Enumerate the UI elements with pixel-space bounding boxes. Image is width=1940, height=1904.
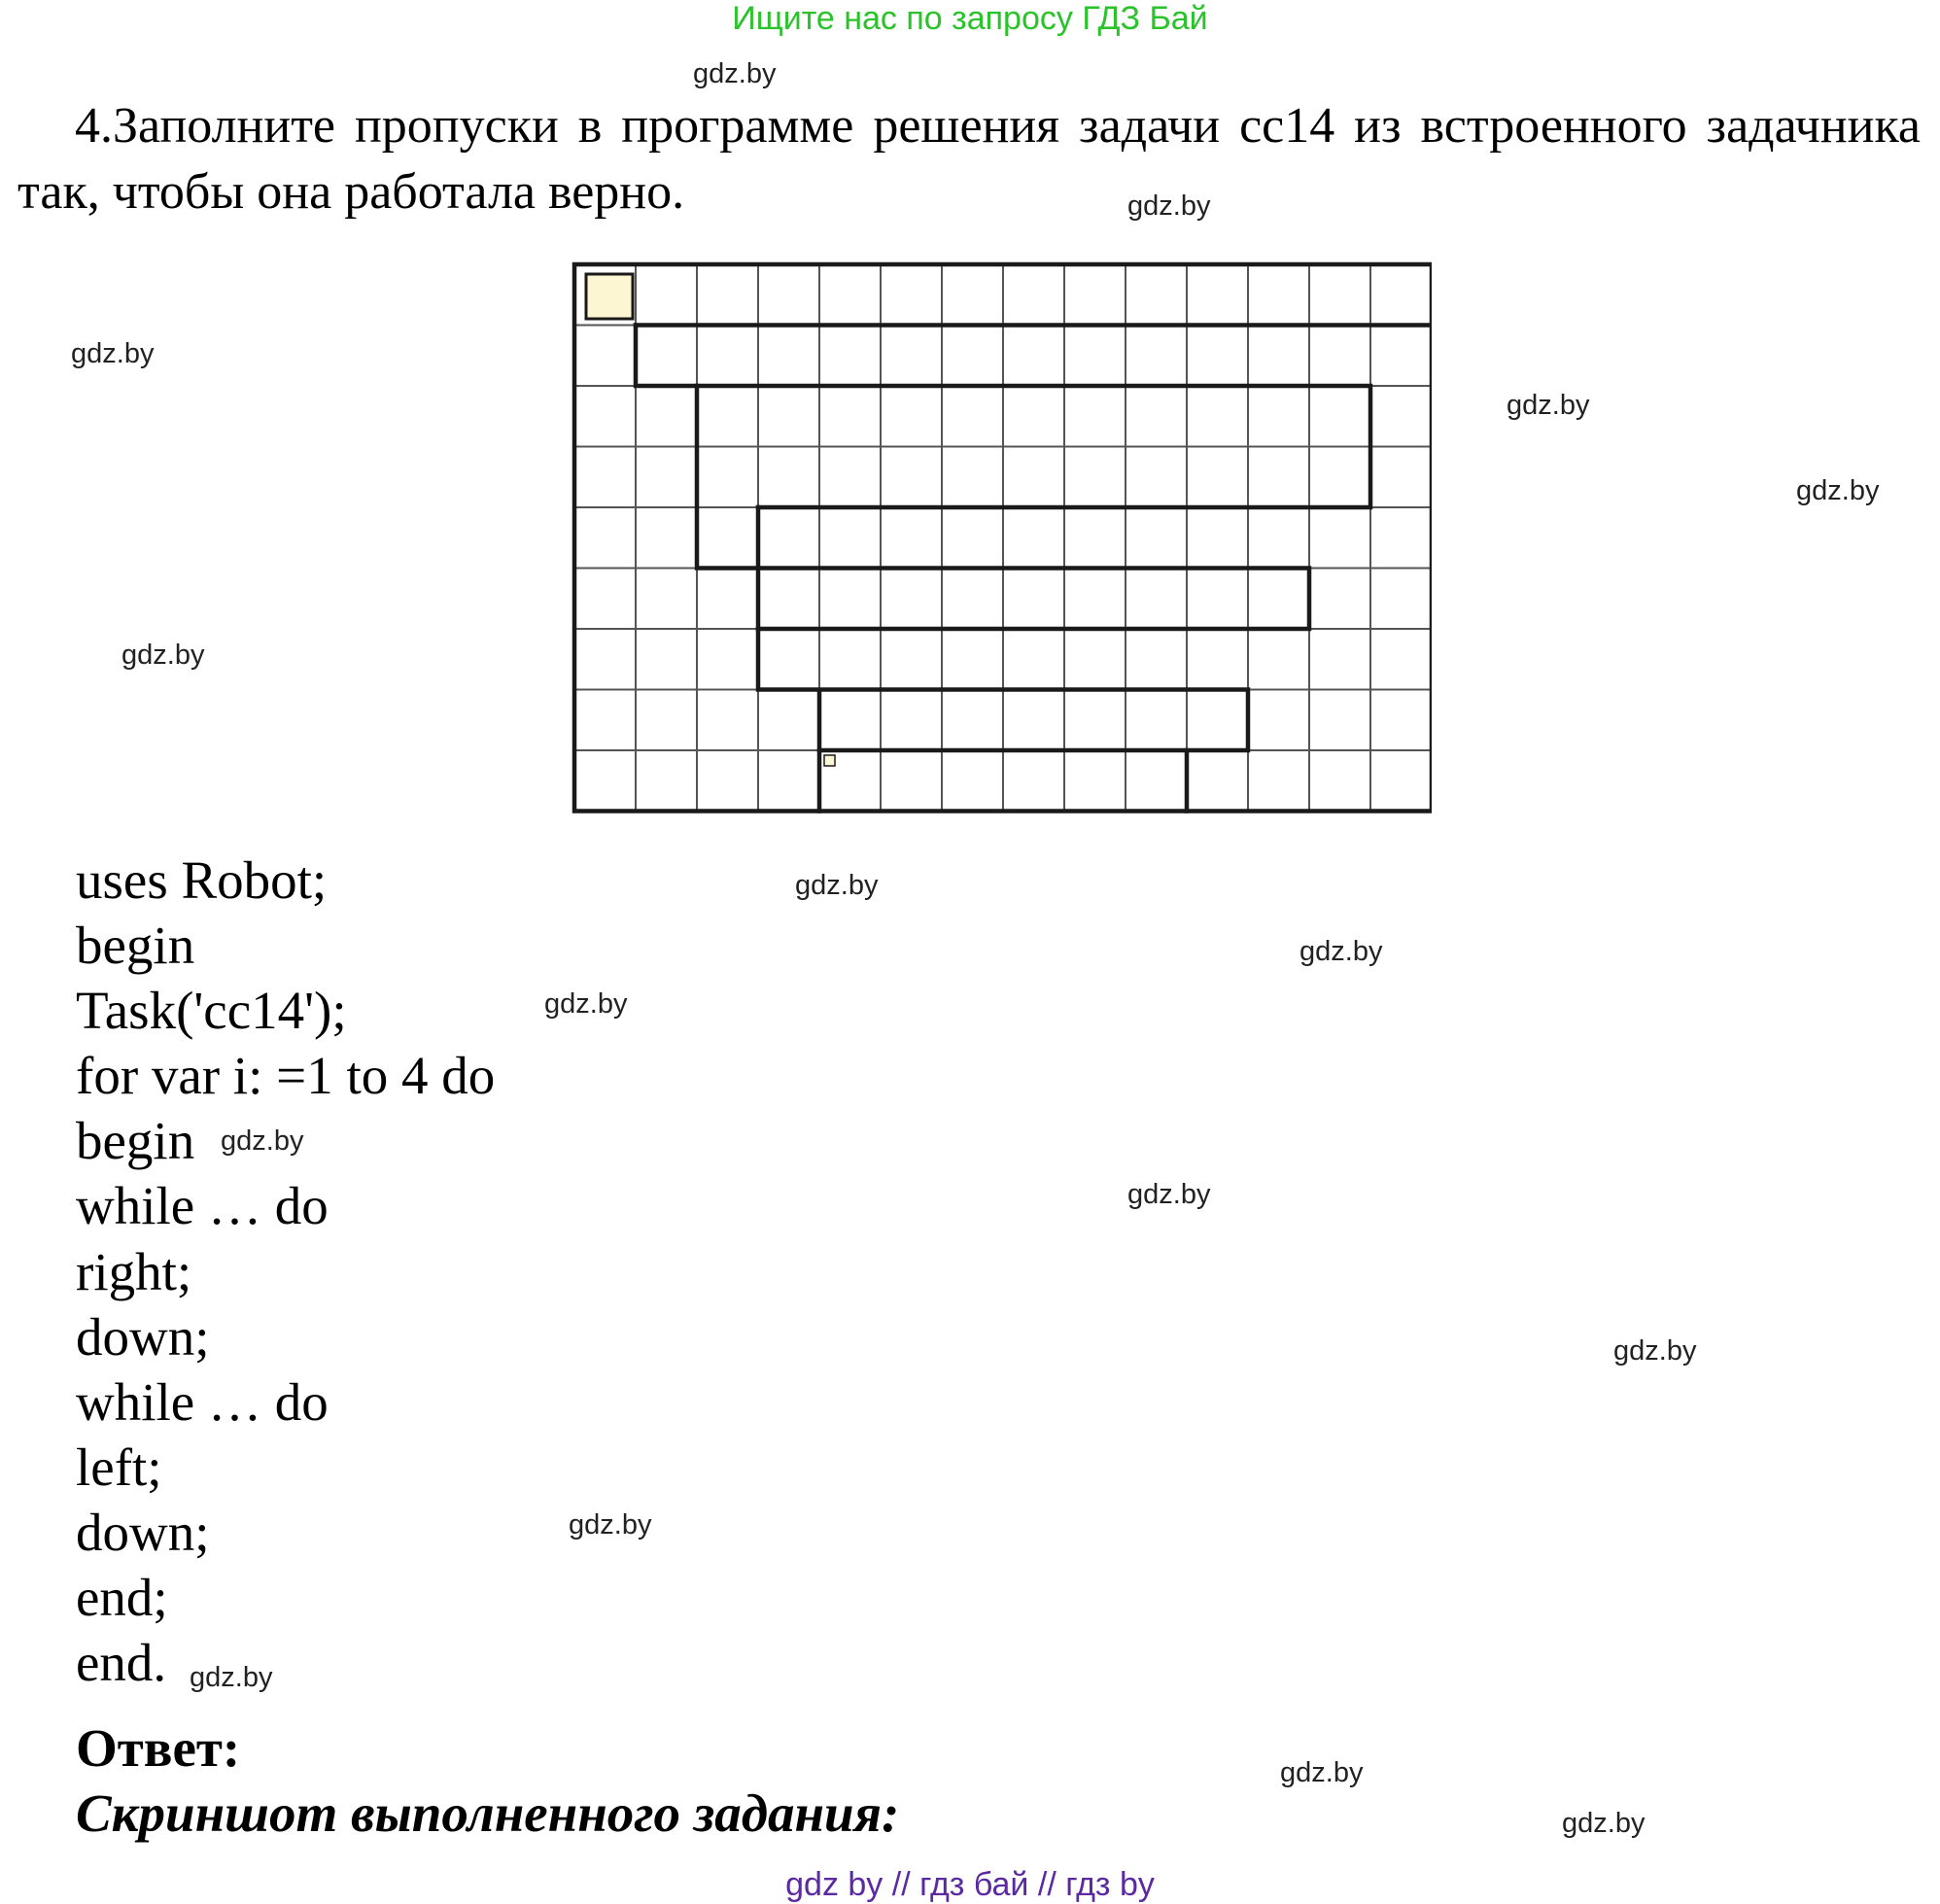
- watermark: gdz.by: [1299, 936, 1383, 967]
- grid-cell: [758, 690, 819, 751]
- grid-cell: [1370, 569, 1432, 630]
- grid-cell: [697, 447, 758, 508]
- grid-cell: [1126, 690, 1187, 751]
- grid-cell: [942, 629, 1003, 690]
- grid-cell: [1248, 326, 1309, 387]
- grid-cell: [1309, 569, 1370, 630]
- watermark: gdz.by: [221, 1125, 304, 1157]
- grid-cell: [819, 629, 881, 690]
- grid-cell: [1187, 629, 1248, 690]
- grid-cell: [1248, 386, 1309, 447]
- grid-cell: [758, 750, 819, 812]
- code-line: begin: [76, 916, 195, 976]
- grid-cell: [1309, 386, 1370, 447]
- grid-cell: [1126, 386, 1187, 447]
- grid-cell: [1187, 507, 1248, 569]
- grid-cell: [819, 569, 881, 630]
- grid-cell: [1064, 569, 1126, 630]
- grid-cell: [1248, 750, 1309, 812]
- grid-cell: [1003, 750, 1064, 812]
- robot-field-grid: [567, 257, 1432, 816]
- code-line: left;: [76, 1437, 162, 1497]
- grid-cell: [819, 386, 881, 447]
- grid-cell: [697, 507, 758, 569]
- grid-cell: [1309, 264, 1370, 326]
- grid-cell: [819, 264, 881, 326]
- grid-cell: [1003, 690, 1064, 751]
- grid-cell: [1309, 750, 1370, 812]
- grid-cell: [1309, 326, 1370, 387]
- grid-cell: [574, 690, 636, 751]
- grid-cell: [1064, 326, 1126, 387]
- grid-cell: [636, 386, 697, 447]
- grid-cell: [574, 507, 636, 569]
- grid-cell: [942, 447, 1003, 508]
- grid-cell: [1126, 507, 1187, 569]
- grid-cell: [574, 326, 636, 387]
- grid-cell: [1370, 750, 1432, 812]
- grid-cell: [942, 386, 1003, 447]
- grid-cell: [942, 326, 1003, 387]
- code-line: down;: [76, 1306, 210, 1367]
- grid-cell: [1370, 326, 1432, 387]
- grid-cell: [881, 326, 942, 387]
- watermark: gdz.by: [1127, 190, 1211, 222]
- robot-field: [567, 257, 1432, 821]
- grid-cell: [697, 264, 758, 326]
- grid-cell: [1187, 690, 1248, 751]
- grid-cell: [1126, 447, 1187, 508]
- grid-cell: [1248, 447, 1309, 508]
- code-line: end.: [76, 1633, 167, 1693]
- grid-cell: [881, 507, 942, 569]
- grid-cell: [636, 447, 697, 508]
- watermark: gdz.by: [693, 58, 777, 89]
- watermark: gdz.by: [71, 338, 155, 369]
- grid-cell: [942, 507, 1003, 569]
- grid-cell: [636, 507, 697, 569]
- code-line: right;: [76, 1241, 192, 1301]
- search-banner: Ищите нас по запросу ГДЗ Бай: [732, 0, 1208, 37]
- watermark: gdz.by: [1280, 1757, 1364, 1788]
- code-line: while … do: [76, 1371, 329, 1432]
- watermark: gdz.by: [1796, 475, 1880, 506]
- grid-cell: [1370, 264, 1432, 326]
- grid-cell: [758, 569, 819, 630]
- watermark: gdz.by: [121, 640, 205, 671]
- grid-cell: [1003, 264, 1064, 326]
- grid-cell: [636, 326, 697, 387]
- grid-cell: [819, 507, 881, 569]
- grid-cell: [881, 386, 942, 447]
- grid-cell: [636, 264, 697, 326]
- grid-cell: [1370, 507, 1432, 569]
- grid-cell: [636, 690, 697, 751]
- code-line: for var i: =1 to 4 do: [76, 1046, 496, 1106]
- grid-cell: [697, 629, 758, 690]
- grid-cell: [1370, 629, 1432, 690]
- grid-cell: [1126, 326, 1187, 387]
- watermark: gdz.by: [544, 988, 628, 1020]
- grid-cell: [697, 569, 758, 630]
- grid-cell: [758, 629, 819, 690]
- grid-cell: [1370, 386, 1432, 447]
- grid-cell: [881, 629, 942, 690]
- grid-cell: [1064, 690, 1126, 751]
- grid-cell: [697, 690, 758, 751]
- grid-cell: [758, 326, 819, 387]
- grid-cell: [574, 750, 636, 812]
- grid-cell: [1126, 569, 1187, 630]
- grid-cell: [881, 264, 942, 326]
- code-line: down;: [76, 1502, 210, 1562]
- task-text: 4.Заполните пропуски в программе решения задачи cc14 из встроенного задачника так, чтобы она работала верно.: [17, 98, 1921, 220]
- watermark: gdz.by: [569, 1509, 652, 1541]
- grid-cell: [1003, 507, 1064, 569]
- grid-cell: [1248, 629, 1309, 690]
- robot-start-cell: [586, 274, 633, 319]
- grid-cell: [1370, 447, 1432, 508]
- watermark: gdz.by: [1507, 390, 1590, 421]
- grid-cell: [574, 569, 636, 630]
- grid-cell: [697, 386, 758, 447]
- grid-cell: [1187, 386, 1248, 447]
- grid-cell: [1003, 629, 1064, 690]
- grid-cell: [758, 507, 819, 569]
- grid-cell: [1064, 629, 1126, 690]
- grid-cell: [1370, 690, 1432, 751]
- grid-cell: [819, 447, 881, 508]
- grid-cell: [697, 326, 758, 387]
- grid-cell: [1003, 386, 1064, 447]
- grid-cell: [1248, 507, 1309, 569]
- grid-cell: [636, 629, 697, 690]
- grid-cell: [942, 690, 1003, 751]
- code-line: while … do: [76, 1176, 329, 1236]
- grid-cell: [758, 386, 819, 447]
- code-line: end;: [76, 1568, 168, 1628]
- grid-cell: [1187, 447, 1248, 508]
- grid-cell: [636, 750, 697, 812]
- grid-cell: [881, 569, 942, 630]
- grid-cell: [881, 690, 942, 751]
- grid-cell: [1309, 690, 1370, 751]
- grid-cell: [1126, 629, 1187, 690]
- grid-cell: [697, 750, 758, 812]
- watermark: gdz.by: [1127, 1179, 1211, 1210]
- grid-cell: [1309, 447, 1370, 508]
- grid-cell: [1248, 264, 1309, 326]
- watermark: gdz.by: [190, 1662, 273, 1693]
- code-line: Task('cc14');: [76, 981, 347, 1041]
- grid-cell: [636, 569, 697, 630]
- grid-cell: [1309, 507, 1370, 569]
- program-code: [76, 848, 495, 1695]
- grid-cell: [1064, 386, 1126, 447]
- grid-cell: [819, 326, 881, 387]
- robot-finish-marker: [824, 755, 835, 766]
- grid-cell: [1003, 447, 1064, 508]
- grid-cell: [758, 447, 819, 508]
- grid-cell: [574, 386, 636, 447]
- grid-cell: [1064, 507, 1126, 569]
- grid-cell: [758, 264, 819, 326]
- answer-label: Ответ:: [76, 1718, 241, 1778]
- footer-links: gdz by // гдз бай // гдз by: [785, 1866, 1155, 1903]
- grid-cell: [819, 690, 881, 751]
- screenshot-label: Скриншот выполненного задания:: [76, 1783, 900, 1843]
- grid-cell: [1064, 447, 1126, 508]
- grid-cell: [574, 629, 636, 690]
- code-line: begin: [76, 1111, 195, 1171]
- grid-cell: [1187, 569, 1248, 630]
- grid-cell: [1187, 750, 1248, 812]
- grid-cell: [1187, 264, 1248, 326]
- grid-cell: [942, 569, 1003, 630]
- grid-cell: [574, 447, 636, 508]
- watermark: gdz.by: [1562, 1808, 1646, 1839]
- watermark: gdz.by: [795, 870, 879, 901]
- grid-cell: [1248, 690, 1309, 751]
- watermark: gdz.by: [1613, 1335, 1697, 1367]
- grid-cell: [1003, 569, 1064, 630]
- grid-cell: [1003, 326, 1064, 387]
- grid-cell: [942, 750, 1003, 812]
- grid-cell: [1126, 264, 1187, 326]
- grid-cell: [1248, 569, 1309, 630]
- grid-cell: [881, 750, 942, 812]
- grid-cell: [881, 447, 942, 508]
- grid-cell: [1126, 750, 1187, 812]
- grid-cell: [1064, 750, 1126, 812]
- grid-cell: [942, 264, 1003, 326]
- grid-cell: [1187, 326, 1248, 387]
- code-line: uses Robot;: [76, 850, 328, 910]
- grid-cell: [1064, 264, 1126, 326]
- grid-cell: [1309, 629, 1370, 690]
